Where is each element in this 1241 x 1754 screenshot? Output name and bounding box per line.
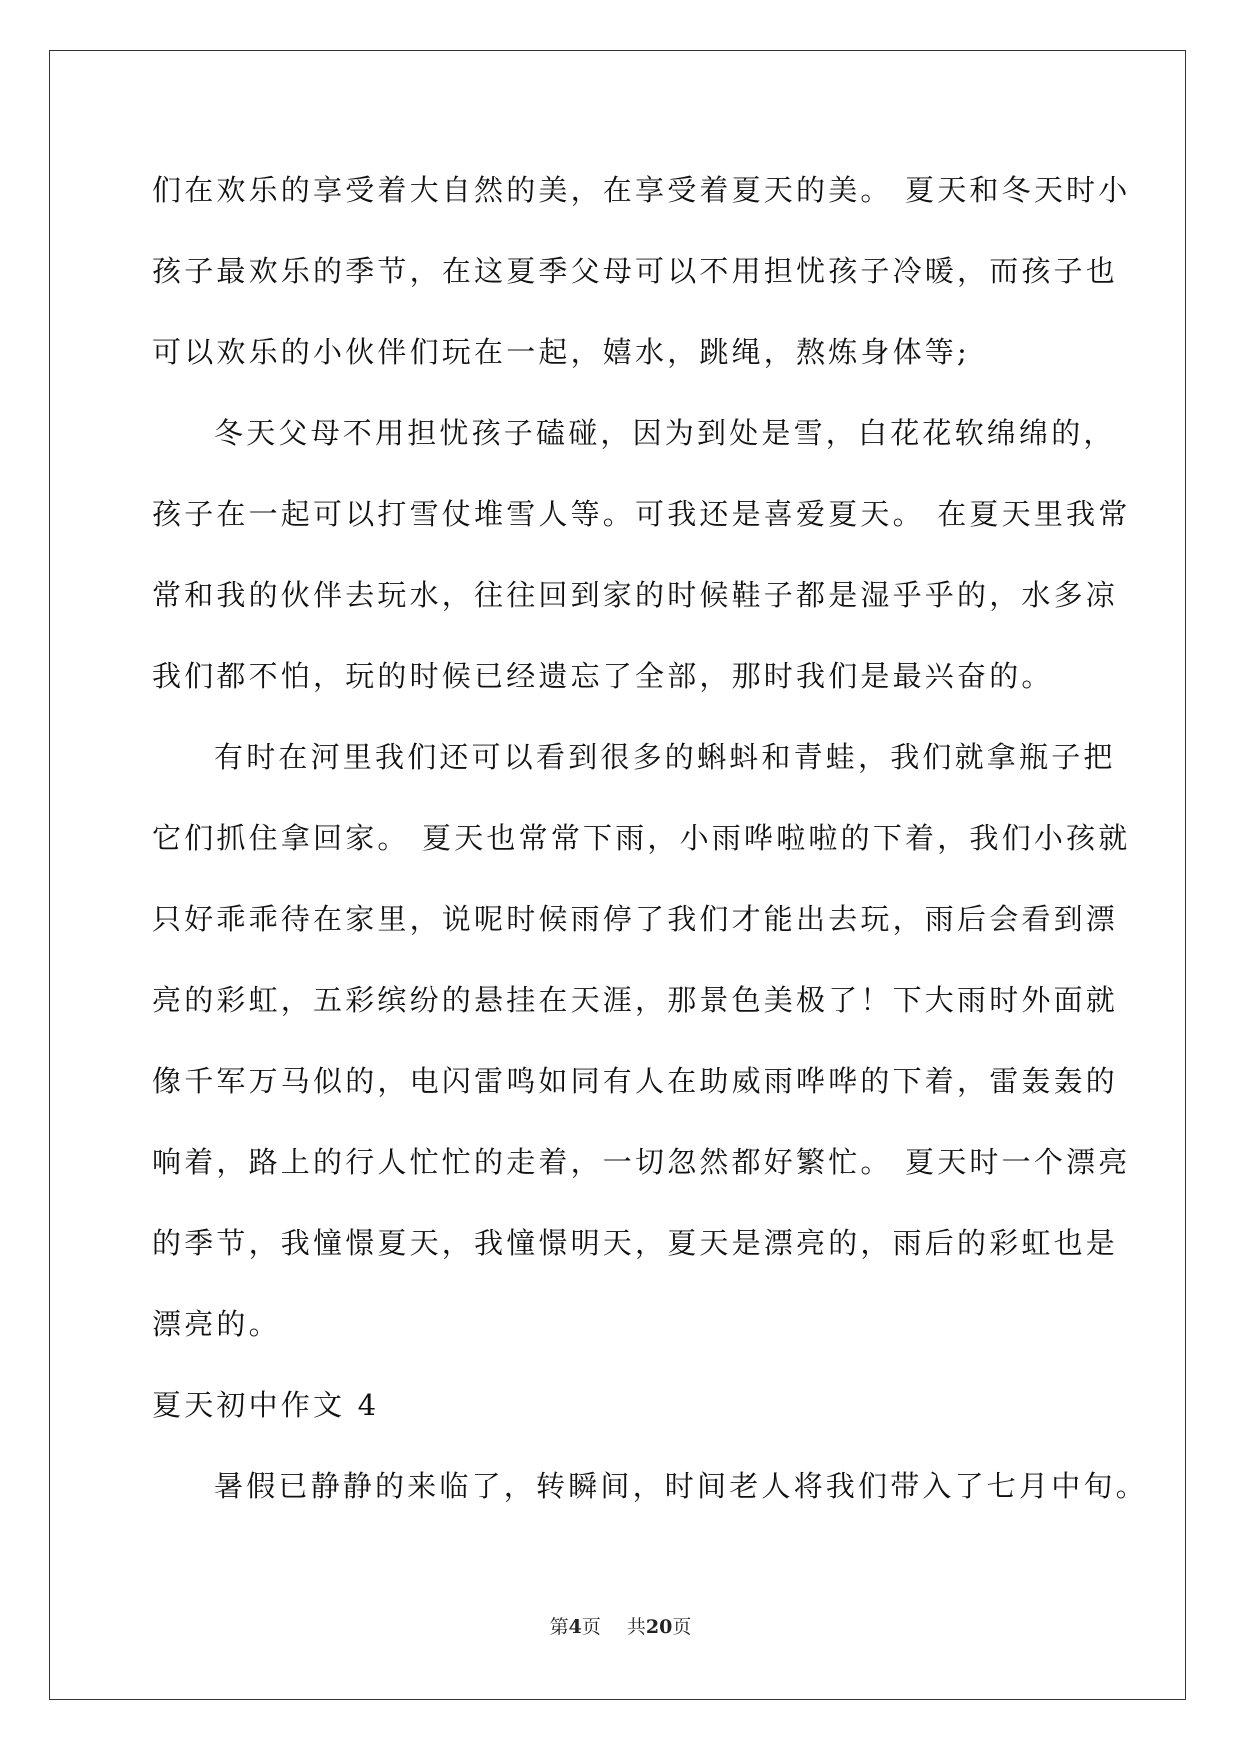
total-prefix: 共 — [626, 1616, 646, 1638]
text-line: 们在欢乐的享受着大自然的美，在享受着夏天的美。 夏天和冬天时小 — [152, 173, 1131, 207]
document-body — [152, 158, 1148, 1535]
text-line: 亮的彩虹，五彩缤纷的悬挂在天涯，那景色美极了！下大雨时外面就 — [152, 983, 1119, 1017]
page-current: 4 — [568, 1616, 582, 1638]
paragraph-first-line: 有时在河里我们还可以看到很多的蝌蚪和青蛙，我们就拿瓶子把 — [214, 740, 1116, 774]
text-line: 我们都不怕，玩的时候已经遗忘了全部，那时我们是最兴奋的。 — [152, 659, 1054, 693]
paragraph-first-line: 暑假已静静的来临了，转瞬间，时间老人将我们带入了七月中旬。 — [214, 1469, 1148, 1503]
text-line: 只好乖乖待在家里，说呢时候雨停了我们才能出去玩，雨后会看到漂 — [152, 902, 1119, 936]
page-prefix: 第 — [549, 1616, 569, 1638]
section-heading: 夏天初中作文 4 — [152, 1388, 380, 1422]
text-line: 常和我的伙伴去玩水，往往回到家的时候鞋子都是湿乎乎的，水多凉 — [152, 578, 1119, 612]
page-unit: 页 — [581, 1616, 601, 1638]
page-total: 20 — [645, 1616, 673, 1638]
text-line: 孩子最欢乐的季节，在这夏季父母可以不用担忧孩子冷暖，而孩子也 — [152, 254, 1119, 288]
text-line: 的季节，我憧憬夏天，我憧憬明天，夏天是漂亮的，雨后的彩虹也是 — [152, 1226, 1119, 1260]
text-line: 可以欢乐的小伙伴们玩在一起，嬉水，跳绳，熬炼身体等; — [152, 335, 970, 369]
page-footer — [0, 1612, 1241, 1639]
text-line: 它们抓住拿回家。 夏天也常常下雨，小雨哗啦啦的下着，我们小孩就 — [152, 821, 1131, 855]
text-line: 响着，路上的行人忙忙的走着，一切忽然都好繁忙。 夏天时一个漂亮 — [152, 1145, 1131, 1179]
text-line: 像千军万马似的，电闪雷鸣如同有人在助威雨哗哗的下着，雷轰轰的 — [152, 1064, 1119, 1098]
text-line: 孩子在一起可以打雪仗堆雪人等。可我还是喜爱夏天。 在夏天里我常 — [152, 497, 1131, 531]
text-line: 漂亮的。 — [152, 1307, 281, 1341]
paragraph-first-line: 冬天父母不用担忧孩子磕碰，因为到处是雪，白花花软绵绵的， — [214, 416, 1116, 450]
total-unit: 页 — [672, 1616, 692, 1638]
